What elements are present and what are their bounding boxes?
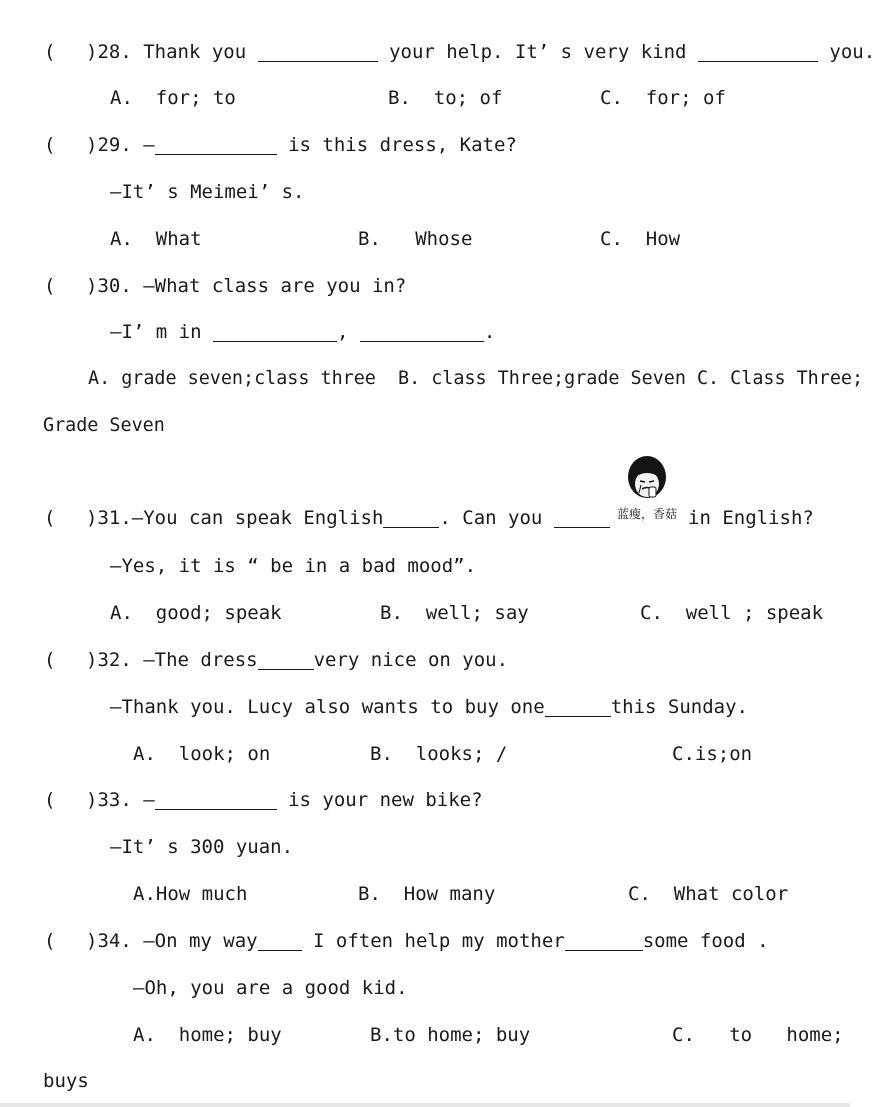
question-32-stem: )32. —The dress very nice on you.: [86, 649, 509, 671]
answer-paren: (: [44, 41, 56, 63]
answer-blank: [360, 323, 484, 342]
page-bottom-divider: [0, 1103, 850, 1107]
answer-paren: (: [44, 789, 56, 811]
option-c: C. well ; speak: [640, 602, 824, 624]
answer-paren: (: [44, 134, 56, 156]
question-29-stem: )29. — is this dress, Kate?: [86, 134, 517, 156]
question-30-options: A. grade seven;class three B. class Three;grade Seven C. Class Three;: [88, 368, 864, 389]
option-a: A. good; speak: [110, 602, 282, 624]
option-c: C. What color: [628, 883, 789, 905]
question-30-options-cont: Grade Seven: [43, 415, 165, 436]
option-b: B. well; say: [380, 602, 529, 624]
answer-blank: [383, 509, 439, 528]
answer-paren: (: [44, 930, 56, 952]
answer-paren: (: [44, 507, 56, 529]
option-b: B. to; of: [388, 87, 503, 109]
option-a: A. look; on: [133, 743, 271, 765]
option-a: A.How much: [133, 883, 248, 905]
question-34-reply: —Oh, you are a good kid.: [133, 977, 408, 999]
sticker-image: [617, 455, 677, 527]
answer-blank: [258, 932, 302, 951]
option-a: A. home; buy: [133, 1024, 282, 1046]
answer-blank: [554, 509, 610, 528]
question-30-reply: —I’ m in , .: [110, 321, 496, 343]
crying-face-icon: [627, 455, 667, 505]
question-28-stem: )28. Thank you your help. It’ s very kind you.: [86, 41, 875, 63]
option-c: C. to home;: [672, 1024, 844, 1046]
question-31-stem-end: in English?: [688, 507, 814, 529]
option-b: B. Whose: [358, 228, 473, 250]
option-c-cont: buys: [43, 1070, 89, 1092]
option-b: B. looks; /: [370, 743, 508, 765]
question-31-reply: —Yes, it is “ be in a bad mood”.: [110, 555, 477, 577]
option-b: B. How many: [358, 883, 496, 905]
answer-paren: (: [44, 275, 56, 297]
option-c: C.is;on: [672, 743, 753, 765]
question-33-reply: —It’ s 300 yuan.: [110, 836, 294, 858]
sticker-caption: 蓝瘦，香菇: [617, 507, 678, 521]
question-30-stem: )30. —What class are you in?: [86, 275, 407, 297]
answer-blank: [213, 323, 337, 342]
option-c: C. How: [600, 228, 681, 250]
answer-blank: [258, 43, 378, 62]
question-32-reply: —Thank you. Lucy also wants to buy one this Sunday.: [110, 696, 748, 718]
answer-blank: [698, 43, 818, 62]
question-31-stem: )31.—You can speak English . Can you: [86, 506, 610, 530]
answer-blank: [565, 932, 643, 951]
question-34-stem: )34. —On my way I often help my mother some food .: [86, 930, 769, 952]
answer-blank: [545, 698, 611, 717]
answer-blank: [155, 136, 277, 155]
option-b: B.to home; buy: [370, 1024, 531, 1046]
option-a: A. What: [110, 228, 202, 250]
answer-blank: [258, 651, 314, 670]
option-a: A. for; to: [110, 87, 236, 109]
answer-blank: [155, 791, 277, 810]
option-c: C. for; of: [600, 87, 726, 109]
answer-paren: (: [44, 649, 56, 671]
question-33-stem: )33. — is your new bike?: [86, 789, 483, 811]
question-29-reply: —It’ s Meimei’ s.: [110, 181, 305, 203]
